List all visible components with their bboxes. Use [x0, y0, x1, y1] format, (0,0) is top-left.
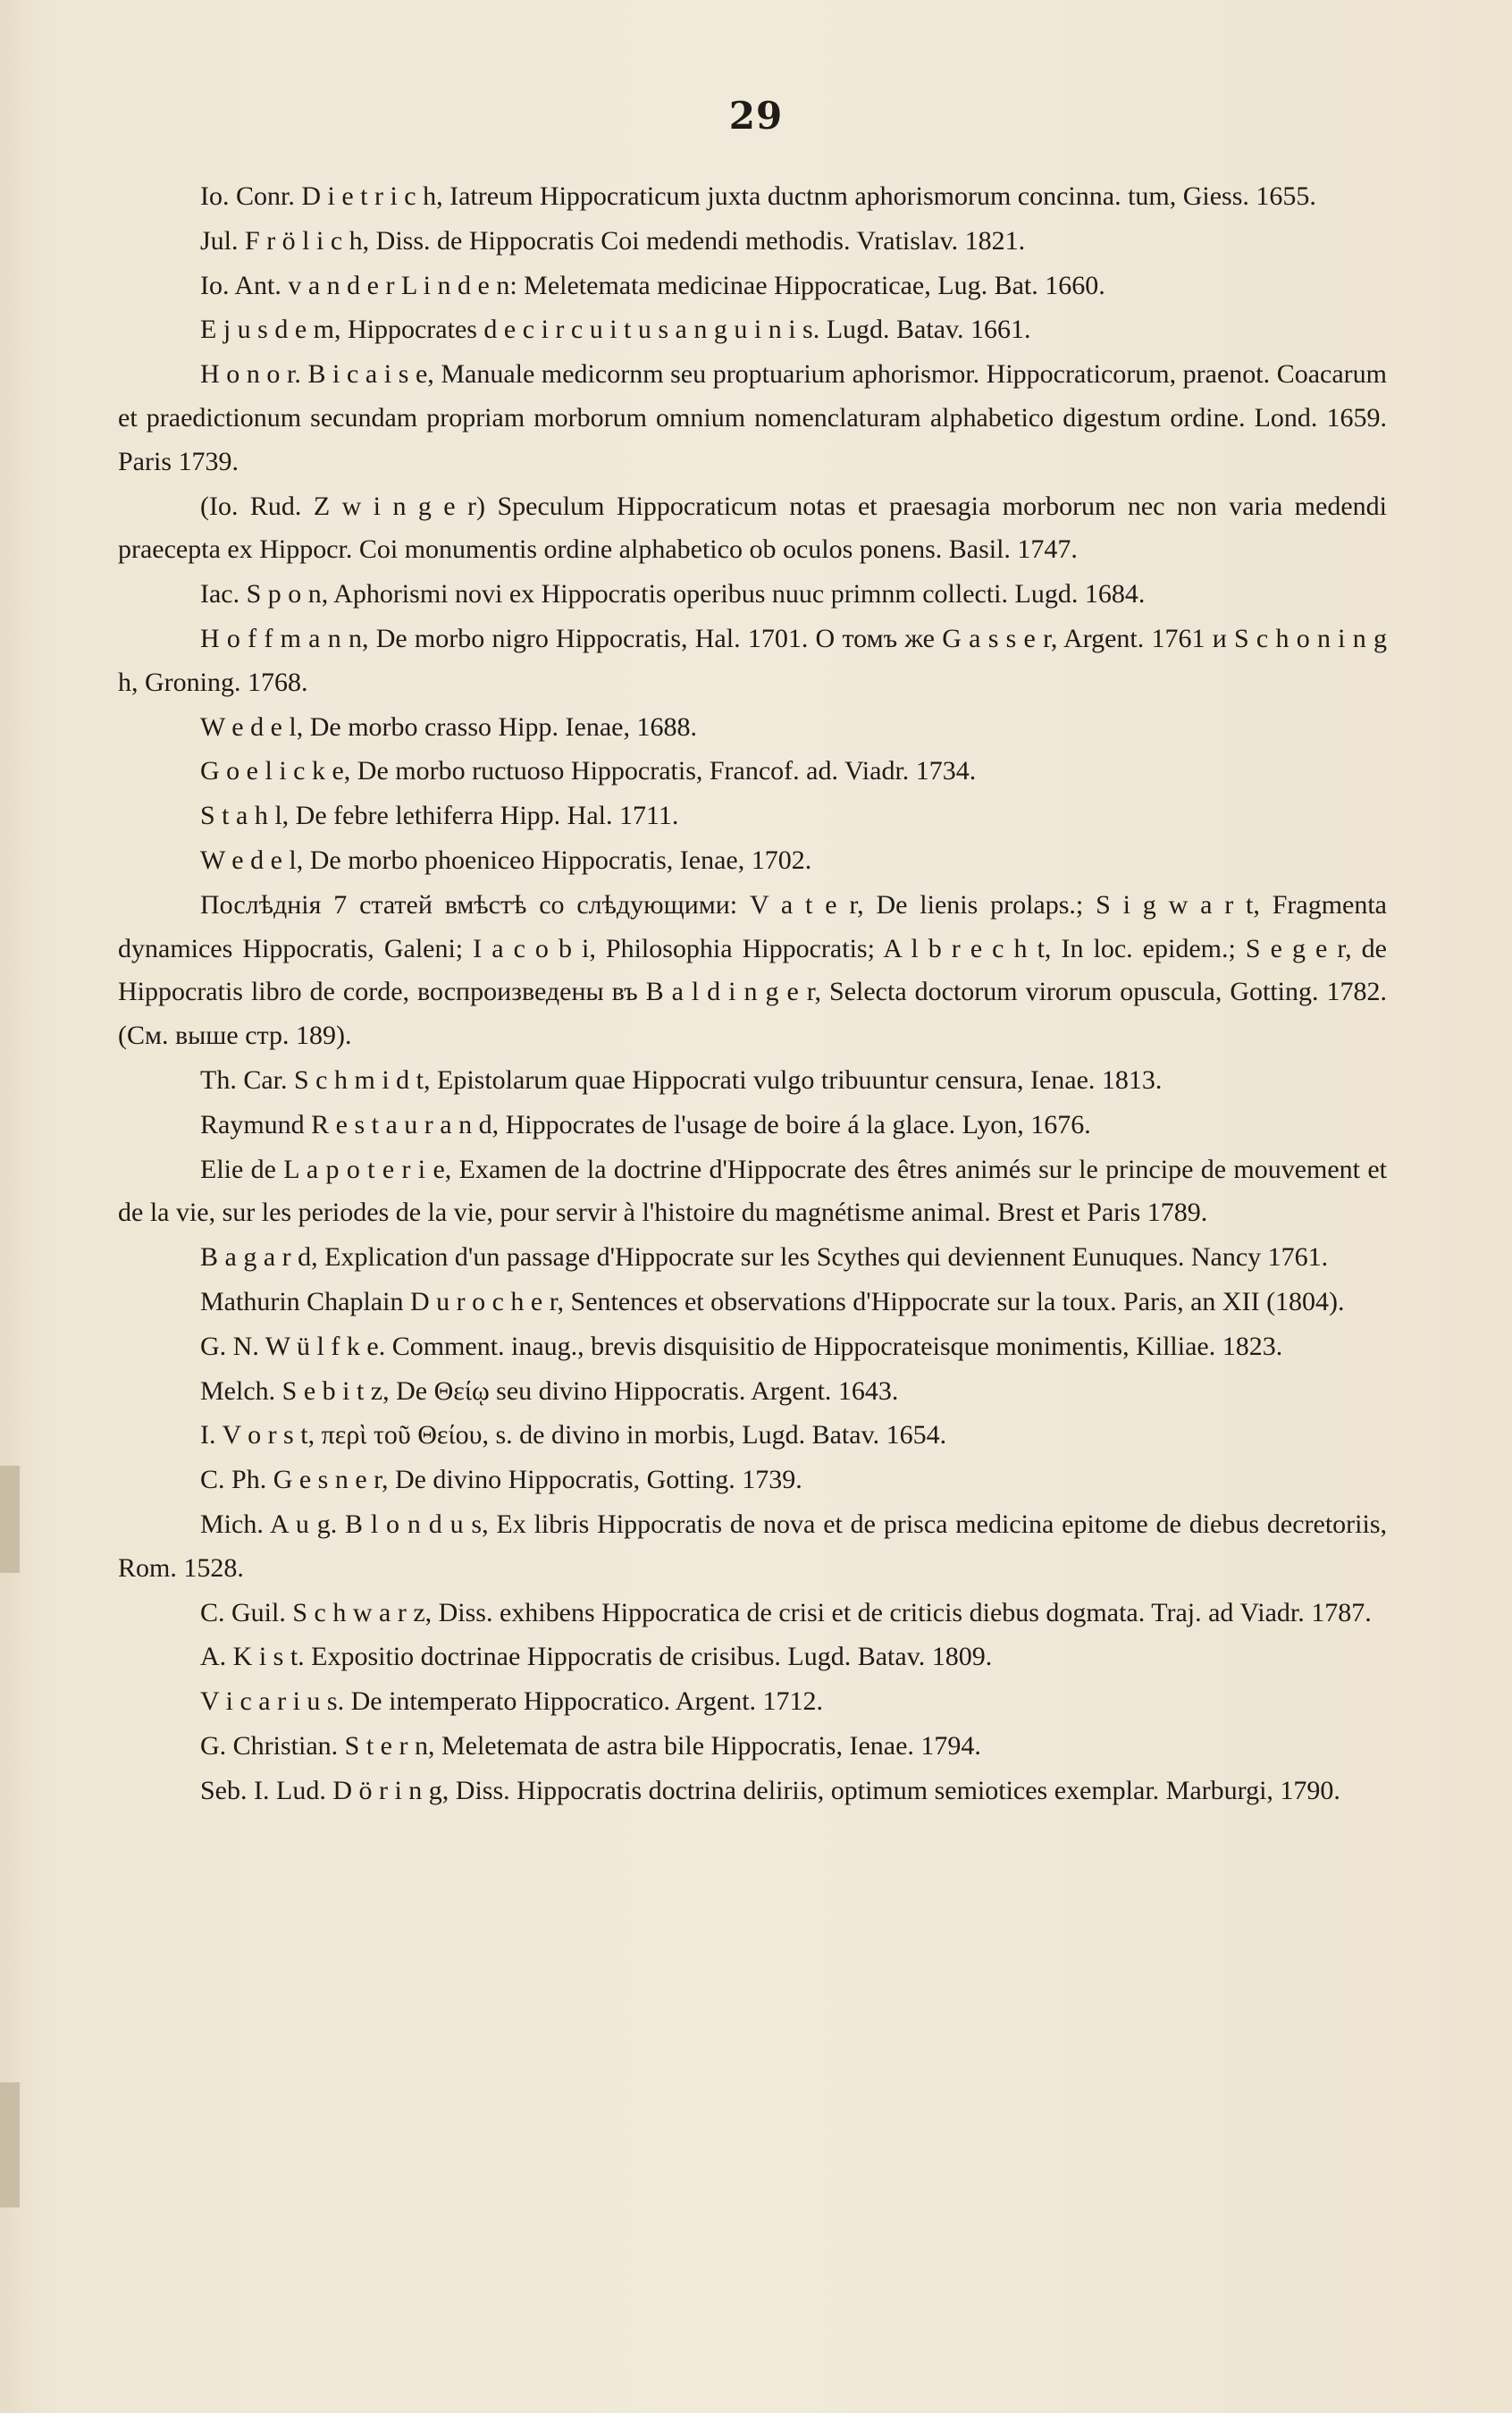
bibliography-entry: W e d e l, De morbo phoeniceo Hippocratis, Ienae, 1702. — [200, 845, 812, 875]
bibliography-entry: Mich. A u g. B l o n d u s, Ex libris Hippocratis de nova et de prisca medicina epitome de diebus decretoriis, Rom. 1528. — [118, 1509, 1387, 1583]
bibliography-list — [118, 175, 1387, 1813]
bibliography-entry: I. V o r s t, περὶ τοῦ Θείου, s. de divino in morbis, Lugd. Batav. 1654. — [200, 1420, 947, 1450]
bibliography-entry: V i c a r i u s. De intemperato Hippocratico. Argent. 1712. — [200, 1686, 824, 1717]
bibliography-entry: S t a h l, De febre lethiferra Hipp. Hal. 1711. — [200, 801, 679, 831]
bibliography-entry: H o n o r. B i c a i s e, Manuale medicornm seu proptuarium aphorismor. Hippocraticorum, praenot. Coacarum et praedictionum secundam propriam morborum omnium nomenclaturam alphabetico digestum ordine. Lond. 1659. Paris 1739. — [118, 359, 1387, 476]
bibliography-entry: C. Guil. S c h w a r z, Diss. exhibens Hippocratica de crisi et de criticis diebus dogmata. Traj. ad Viadr. 1787. — [200, 1597, 1372, 1627]
bibliography-entry: H o f f m a n n, De morbo nigro Hippocratis, Hal. 1701. О томъ же G a s s e r, Argent. 1761 и S c h o n i n g h, Groning. 1768. — [118, 623, 1388, 697]
bibliography-entry: Th. Car. S c h m i d t, Epistolarum quae Hippocrati vulgo tribuuntur censura, Ienae. 1813. — [200, 1064, 1163, 1095]
bibliography-entry: Io. Conr. D i e t r i c h, Iatreum Hippocraticum juxta ductnm aphorismorum concinna. tum, Giess. 1655. — [200, 181, 1316, 211]
bibliography-entry: G. Christian. S t e r n, Meletemata de astra bile Hippocratis, Ienae. 1794. — [200, 1730, 981, 1761]
bibliography-entry: C. Ph. G e s n e r, De divino Hippocratis, Gotting. 1739. — [200, 1465, 802, 1495]
bibliography-entry: Elie de L a p o t e r i e, Examen de la doctrine d'Hippocrate des êtres animés sur le principe de mouvement et de la vie, sur les periodes de la vie, pour servir à l'histoire du magnétisme animal. Brest et Paris 1789. — [118, 1154, 1387, 1228]
bibliography-entry: Jul. F r ö l i c h, Diss. de Hippocratis Coi medendi methodis. Vratislav. 1821. — [200, 225, 1026, 256]
bibliography-entry: Послѣднія 7 статей вмѣстѣ со слѣдующими: V a t e r, De lienis prolaps.; S i g w a r t, Fragmenta dynamices Hippocratis, Galeni; I a c o b i, Philosophia Hippocratis; A l b r e c h t, In loc. epidem.; S e g e r, de Hippocratis libro de corde, воспроизведены въ B a l d i n g e r, Selecta doctorum virorum opuscula, Gotting. 1782. (См. выше стр. 189). — [118, 889, 1387, 1051]
bibliography-entry: Raymund R e s t a u r a n d, Hippocrates de l'usage de boire á la glace. Lyon, 1676. — [200, 1109, 1091, 1139]
bibliography-entry: W e d e l, De morbo crasso Hipp. Ienae, 1688. — [200, 711, 697, 742]
bibliography-entry: Io. Ant. v a n d e r L i n d e n: Meletemata medicinae Hippocraticae, Lug. Bat. 1660. — [200, 270, 1105, 300]
bibliography-entry: Melch. S e b i t z, De Θείῳ seu divino Hippocratis. Argent. 1643. — [200, 1375, 899, 1406]
bibliography-entry: Iac. S p o n, Aphorismi novi ex Hippocratis operibus nuuc primnm collecti. Lugd. 1684. — [200, 579, 1146, 610]
binding-shadow — [0, 2082, 20, 2207]
bibliography-entry: (Io. Rud. Z w i n g e r) Speculum Hippocraticum notas et praesagia morborum nec non varia medendi praecepta ex Hippocr. Coi monumentis ordine alphabetico ob oculos ponens. Basil. 1747. — [118, 491, 1387, 565]
bibliography-entry: B a g a r d, Explication d'un passage d'Hippocrate sur les Scythes qui deviennent Eunuques. Nancy 1761. — [200, 1242, 1329, 1273]
bibliography-entry: Seb. I. Lud. D ö r i n g, Diss. Hippocratis doctrina deliriis, optimum semiotices exemplar. Marburgi, 1790. — [200, 1775, 1340, 1805]
bibliography-entry: E j u s d e m, Hippocrates d e c i r c u i t u s a n g u i n i s. Lugd. Batav. 1661. — [200, 315, 1031, 345]
bibliography-entry: G. N. W ü l f k e. Comment. inaug., brevis disquisitio de Hippocrateisque monimentis, Killiae. 1823. — [200, 1331, 1283, 1361]
bibliography-entry: A. K i s t. Expositio doctrinae Hippocratis de crisibus. Lugd. Batav. 1809. — [200, 1642, 993, 1672]
bibliography-entry: Mathurin Chaplain D u r o c h e r, Sentences et observations d'Hippocrate sur la toux. Paris, an XII (1804). — [200, 1286, 1345, 1316]
bibliography-entry: G o e l i c k e, De morbo ructuoso Hippocratis, Francof. ad. Viadr. 1734. — [200, 756, 977, 786]
binding-shadow — [0, 1466, 20, 1573]
page-number: 29 — [728, 94, 784, 138]
